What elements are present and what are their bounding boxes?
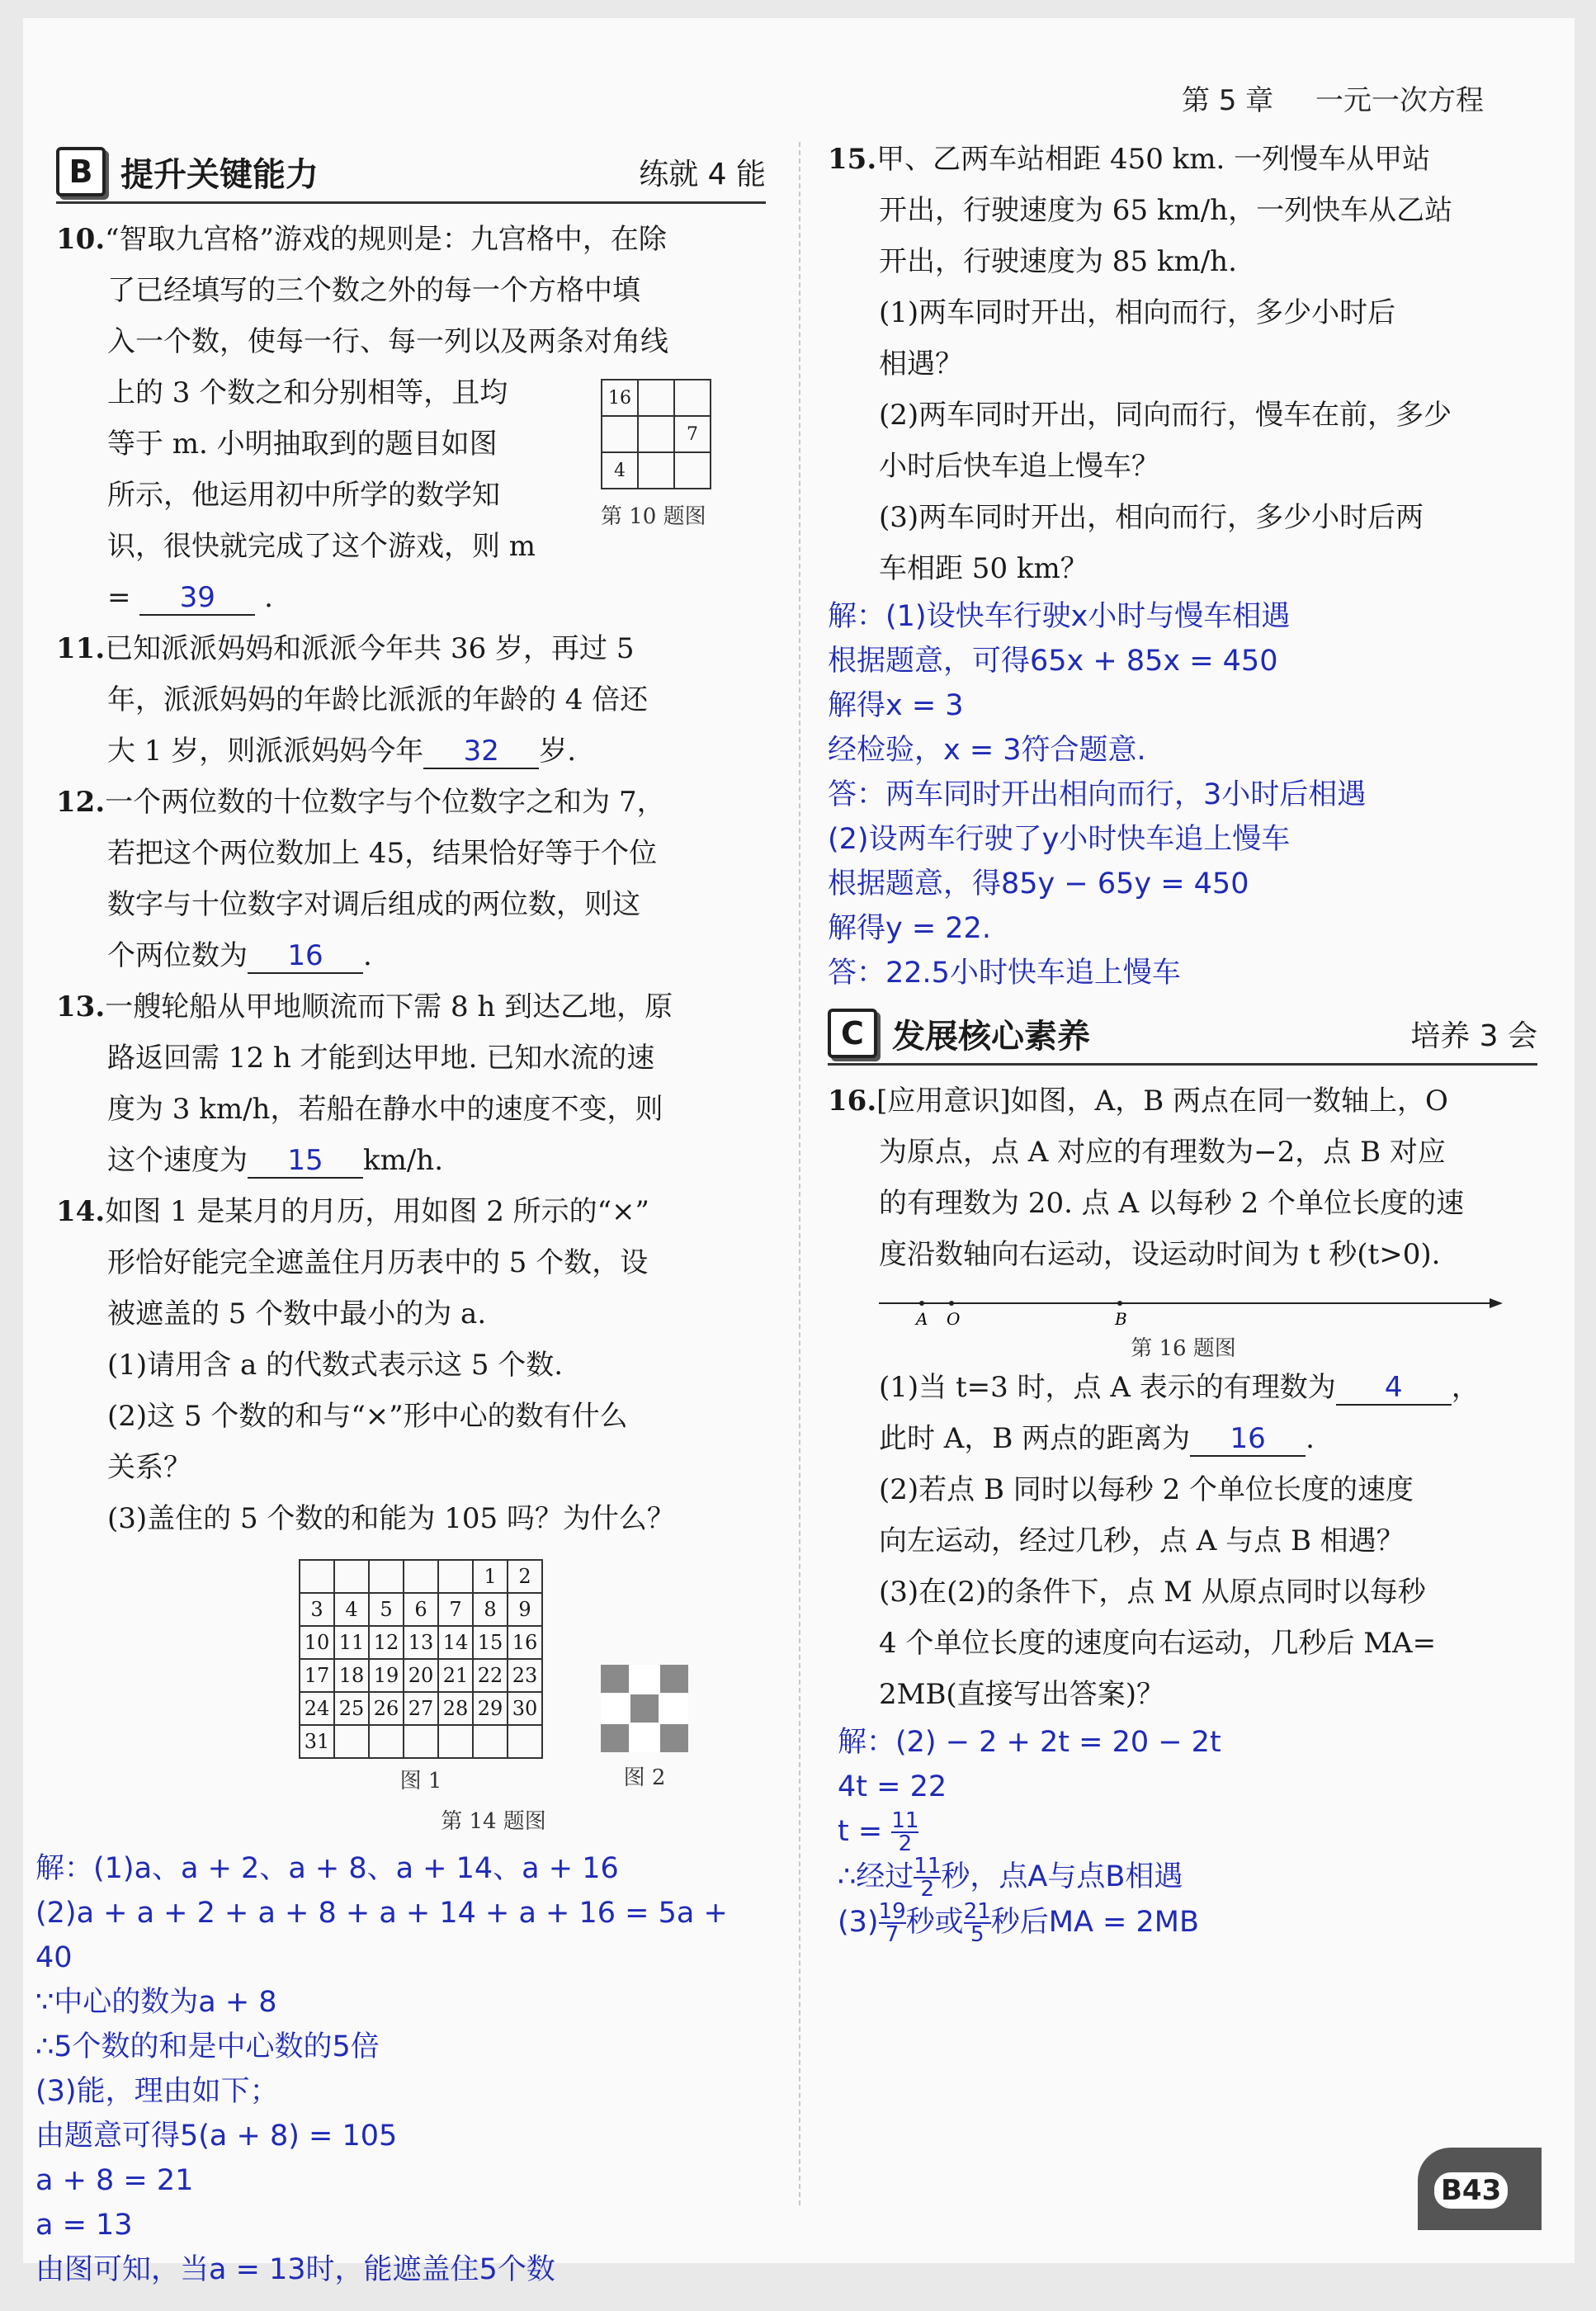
solution-line: 解：(2) − 2 + 2t = 20 − 2t	[838, 1726, 1221, 1759]
q14-line: 被遮盖的 5 个数中最小的为 a.	[107, 1297, 487, 1330]
solution-text: 秒，点A与点B相遇	[941, 1860, 1183, 1893]
q16-caption: 第 16 题图	[1131, 1336, 1236, 1361]
q15-number: 15.	[828, 143, 877, 176]
grid-cell	[602, 416, 638, 452]
solution-text: 秒后MA = 2MB	[990, 1906, 1199, 1939]
grid-cell: 4	[602, 452, 638, 489]
solution-line: ∵中心的数为a + 8	[35, 1986, 277, 2019]
section-b-badge: B	[56, 147, 106, 196]
q15-line: 甲、乙两车站相距 450 km. 一列慢车从甲站	[876, 143, 1431, 176]
calendar-cell: 27	[404, 1692, 438, 1725]
question-15	[828, 134, 1537, 995]
question-14	[35, 1186, 766, 2292]
right-column	[828, 142, 1537, 1945]
calendar-cell: 30	[508, 1692, 542, 1725]
page	[23, 18, 1575, 2286]
q10-line: 等于 m. 小明抽取到的题目如图	[107, 428, 498, 461]
calendar-cell	[438, 1560, 473, 1593]
calendar-cell: 6	[404, 1593, 438, 1626]
calendar-cell: 29	[473, 1692, 508, 1725]
q15-sub: 车相距 50 km？	[879, 552, 1088, 585]
calendar-cell	[473, 1725, 508, 1758]
solution-line: 由题意可得5(a + 8) = 105	[35, 2120, 398, 2153]
q16-line: 为原点，点 A 对应的有理数为−2，点 B 对应	[879, 1136, 1446, 1169]
q16-sub: (1)当 t=3 时，点 A 表示的有理数为	[879, 1371, 1336, 1404]
calendar-cell: 16	[508, 1626, 542, 1659]
calendar-cell: 19	[369, 1659, 404, 1692]
calendar-cell: 25	[334, 1692, 369, 1725]
q16-solution	[838, 1720, 1537, 1945]
point-o-dot	[949, 1301, 954, 1306]
figure-1	[299, 1559, 543, 1794]
x-shape	[601, 1665, 688, 1752]
section-c-header	[828, 1004, 1537, 1066]
q16-line: 度沿数轴向右运动，设运动时间为 t 秒(t>0).	[879, 1238, 1441, 1271]
q10-line: “智取九宫格”游戏的规则是：九宫格中，在除	[105, 223, 667, 256]
fraction: $\frac{11}{2}$	[914, 1854, 942, 1902]
q14-line: 形恰好能完全遮盖住月历表中的 5 个数，设	[107, 1246, 649, 1279]
solution-line: a + 8 = 21	[35, 2164, 194, 2197]
solution-line: 根据题意，可得65x + 85x = 450	[828, 645, 1278, 678]
fraction: $\frac{21}{5}$	[963, 1899, 991, 1947]
calendar-cell: 10	[300, 1626, 334, 1659]
q16-line: [应用意识]如图，A，B 两点在同一数轴上，O	[876, 1085, 1448, 1118]
section-b-title: 提升关键能力	[120, 155, 319, 194]
grid-cell: 7	[674, 416, 711, 452]
q16-sub: 此时 A，B 两点的距离为	[879, 1422, 1191, 1455]
number-line	[879, 1287, 1506, 1328]
calendar-cell: 21	[438, 1659, 473, 1692]
q10-number: 10.	[56, 223, 106, 256]
question-12	[56, 777, 766, 981]
calendar-cell	[369, 1560, 404, 1593]
solution-line: ∴5个数的和是中心数的5倍	[35, 2030, 380, 2063]
q13-line: 这个速度为	[107, 1144, 248, 1177]
chapter-title: 一元一次方程	[1315, 84, 1484, 117]
q10-line: 识，很快就完成了这个游戏，则 m	[107, 530, 536, 563]
q14-number: 14.	[56, 1195, 106, 1228]
section-c-tag: 培养 3 会	[1410, 1018, 1537, 1053]
solution-line: 解：(1)设快车行驶x小时与慢车相遇	[828, 600, 1291, 633]
point-a-label: A	[916, 1309, 928, 1328]
calendar-cell	[334, 1560, 369, 1593]
q16-answer-distance: 16	[1190, 1422, 1306, 1457]
grid-cell	[638, 452, 674, 489]
calendar-cell	[300, 1560, 334, 1593]
solution-line: 根据题意，得85y − 65y = 450	[828, 867, 1249, 900]
q15-line: 开出，行驶速度为 65 km/h，一列快车从乙站	[879, 194, 1453, 227]
q15-sub: (2)两车同时开出，同向而行，慢车在前，多少	[879, 399, 1452, 432]
solution-line: 由图可知，当a = 13时，能遮盖住5个数	[35, 2253, 555, 2286]
q16-answer-a: 4	[1336, 1371, 1452, 1406]
solution-line: 4t = 22	[838, 1770, 947, 1803]
q10-line: 入一个数，使每一行、每一列以及两条对角线	[107, 325, 668, 358]
page-number: B43	[1434, 2172, 1508, 2209]
q12-answer: 16	[248, 939, 363, 974]
calendar-cell: 20	[404, 1659, 438, 1692]
solution-line: 解得y = 22.	[828, 912, 991, 945]
calendar-cell: 3	[300, 1593, 334, 1626]
point-b-label: B	[1115, 1309, 1127, 1328]
q11-number: 11.	[56, 632, 106, 665]
q11-line: 年，派派妈妈的年龄比派派的年龄的 4 倍还	[107, 683, 649, 716]
q14-sub: (1)请用含 a 的代数式表示这 5 个数.	[107, 1349, 564, 1382]
solution-line	[838, 1809, 1537, 1855]
figure-2-label: 图 2	[623, 1765, 666, 1790]
calendar-cell: 2	[508, 1560, 542, 1593]
q12-period: .	[363, 939, 372, 972]
q11-line: 已知派派妈妈和派派今年共 36 岁，再过 5	[105, 632, 635, 665]
column-divider	[799, 142, 800, 2205]
q15-sub: 相遇？	[879, 347, 963, 380]
figure-1-label: 图 1	[399, 1769, 442, 1794]
solution-line: (2)a + a + 2 + a + 8 + a + 14 + a + 16 = 5a + 40	[35, 1897, 728, 1974]
calendar-cell: 14	[438, 1626, 473, 1659]
page-footer	[1418, 2148, 1542, 2230]
calendar-cell	[334, 1725, 369, 1758]
q10-equals: =	[107, 581, 131, 614]
calendar-cell: 5	[369, 1593, 404, 1626]
q11-answer: 32	[423, 735, 539, 769]
calendar-cell: 4	[334, 1593, 369, 1626]
solution-line: 经检验，x = 3符合题意.	[828, 734, 1146, 767]
calendar-cell: 9	[508, 1593, 542, 1626]
calendar-cell: 13	[404, 1626, 438, 1659]
question-10: 10.“智取九宫格”游戏的规则是：九宫格中，在除 了已经填写的三个数之外的每一个方格中填 入一个数，使每一行、每一列以及两条对角线 上的 3 个数之和分别相等，且均 等于 m. 小明抽取到的题目如图 所示，他运用初中所学的数学知 识，很快就完成了这个游戏，则 m = 39 . 16 7 4 第 10 题图	[56, 214, 766, 623]
q13-number: 13.	[56, 990, 106, 1023]
question-16	[828, 1075, 1537, 1945]
q16-sub: 4 个单位长度的速度向右运动，几秒后 MA=	[879, 1627, 1437, 1660]
q11-unit: 岁.	[539, 735, 577, 768]
solution-line: 答：22.5小时快车追上慢车	[828, 957, 1181, 990]
q16-period: .	[1306, 1422, 1315, 1455]
q13-line: 度为 3 km/h，若船在静水中的速度不变，则	[107, 1093, 663, 1126]
solution-line	[838, 1855, 1537, 1900]
q16-sub: 2MB(直接写出答案)？	[879, 1678, 1164, 1711]
q16-number: 16.	[828, 1085, 877, 1118]
calendar-cell: 11	[334, 1626, 369, 1659]
solution-text: ∴经过	[838, 1860, 914, 1893]
q12-number: 12.	[56, 786, 106, 819]
solution-text: 秒或	[905, 1906, 964, 1939]
q13-answer: 15	[248, 1144, 363, 1179]
calendar-cell: 12	[369, 1626, 404, 1659]
q14-figures	[221, 1559, 766, 1794]
calendar-cell	[369, 1725, 404, 1758]
solution-line: a = 13	[35, 2209, 133, 2242]
q11-line: 大 1 岁，则派派妈妈今年	[107, 735, 424, 768]
q16-sub: 向左运动，经过几秒，点 A 与点 B 相遇？	[879, 1524, 1405, 1557]
point-b-dot	[1117, 1301, 1122, 1306]
section-c-badge: C	[828, 1009, 877, 1058]
point-o-label: O	[947, 1309, 961, 1328]
calendar-cell	[404, 1725, 438, 1758]
fraction: $\frac{11}{2}$	[891, 1808, 919, 1856]
calendar-cell: 17	[300, 1659, 334, 1692]
q10-caption: 第 10 题图	[601, 504, 706, 529]
q15-line: 开出，行驶速度为 85 km/h.	[879, 245, 1237, 278]
q13-line: 路返回需 12 h 才能到达甲地. 已知水流的速	[107, 1042, 655, 1075]
grid-cell	[638, 416, 674, 452]
calendar-cell: 8	[473, 1593, 508, 1626]
q10-figure	[601, 367, 741, 623]
calendar-cell: 28	[438, 1692, 473, 1725]
solution-line: 解得x = 3	[828, 689, 964, 722]
left-column	[35, 142, 766, 2292]
calendar-cell: 26	[369, 1692, 404, 1725]
q16-line: 的有理数为 20. 点 A 以每秒 2 个单位长度的速	[879, 1187, 1465, 1220]
q10-line: 所示，他运用初中所学的数学知	[107, 479, 500, 512]
calendar-cell: 31	[300, 1725, 334, 1758]
question-11	[56, 623, 766, 777]
section-b-header	[56, 142, 766, 204]
q16-sub: (3)在(2)的条件下，点 M 从原点同时以每秒	[879, 1576, 1426, 1609]
solution-line: (3)能，理由如下；	[35, 2075, 279, 2108]
solution-line: (2)设两车行驶了y小时快车追上慢车	[828, 823, 1291, 856]
calendar-cell: 1	[473, 1560, 508, 1593]
fraction: $\frac{19}{7}$	[878, 1899, 906, 1947]
figure-2	[601, 1665, 688, 1794]
q14-sub: (3)盖住的 5 个数的和能为 105 吗？为什么？	[107, 1502, 675, 1535]
grid-cell	[638, 380, 674, 416]
q14-sub: (2)这 5 个数的和与“×”形中心的数有什么	[107, 1400, 628, 1433]
q15-solution	[828, 594, 1537, 995]
q14-solution	[35, 1846, 766, 2292]
calendar-cell: 23	[508, 1659, 542, 1692]
calendar-cell: 7	[438, 1593, 473, 1626]
q15-sub: (3)两车同时开出，相向而行，多少小时后两	[879, 501, 1424, 534]
solution-text: t =	[838, 1815, 883, 1848]
grid-cell	[674, 380, 711, 416]
calendar-cell: 22	[473, 1659, 508, 1692]
solution-text: (3)	[838, 1906, 879, 1939]
section-c-title: 发展核心素养	[892, 1017, 1090, 1056]
calendar-table	[299, 1559, 543, 1759]
solution-line: 答：两车同时开出相向而行，3小时后相遇	[828, 778, 1367, 811]
calendar-cell: 18	[334, 1659, 369, 1692]
calendar-cell: 15	[473, 1626, 508, 1659]
q14-line: 如图 1 是某月的月历，用如图 2 所示的“×”	[105, 1195, 649, 1228]
calendar-cell: 24	[300, 1692, 334, 1725]
solution-line: 解：(1)a、a + 2、a + 8、a + 14、a + 16	[35, 1852, 619, 1885]
q10-answer: 39	[139, 581, 255, 616]
q10-line: 上的 3 个数之和分别相等，且均	[107, 376, 508, 409]
q12-line: 个两位数为	[107, 939, 248, 972]
q13-line: 一艘轮船从甲地顺流而下需 8 h 到达乙地，原	[105, 990, 673, 1023]
q16-comma: ，	[1451, 1371, 1480, 1404]
q10-line: 了已经填写的三个数之外的每一个方格中填	[107, 274, 640, 307]
q14-caption: 第 14 题图	[441, 1809, 546, 1834]
question-13	[56, 981, 766, 1186]
number-line-figure	[879, 1287, 1537, 1362]
q15-sub: (1)两车同时开出，相向而行，多少小时后	[879, 296, 1396, 329]
nine-grid	[601, 379, 711, 489]
solution-line	[838, 1900, 1537, 1945]
calendar-cell	[508, 1725, 542, 1758]
calendar-cell	[438, 1725, 473, 1758]
calendar-cell	[404, 1560, 438, 1593]
section-b-tag: 练就 4 能	[639, 157, 766, 191]
q14-sub: 关系？	[107, 1451, 191, 1484]
q12-line: 数字与十位数字对调后组成的两位数，则这	[107, 888, 640, 921]
q16-sub: (2)若点 B 同时以每秒 2 个单位长度的速度	[879, 1473, 1414, 1506]
q13-unit: km/h.	[363, 1144, 444, 1177]
point-a-dot	[919, 1301, 924, 1306]
chapter-number: 第 5 章	[1181, 84, 1274, 117]
grid-cell: 16	[602, 380, 638, 416]
page-header	[1149, 78, 1484, 118]
q12-line: 一个两位数的十位数字与个位数字之和为 7，	[105, 786, 665, 819]
q12-line: 若把这个两位数加上 45，结果恰好等于个位	[107, 837, 658, 870]
grid-cell	[674, 452, 711, 489]
q15-sub: 小时后快车追上慢车？	[879, 450, 1159, 483]
